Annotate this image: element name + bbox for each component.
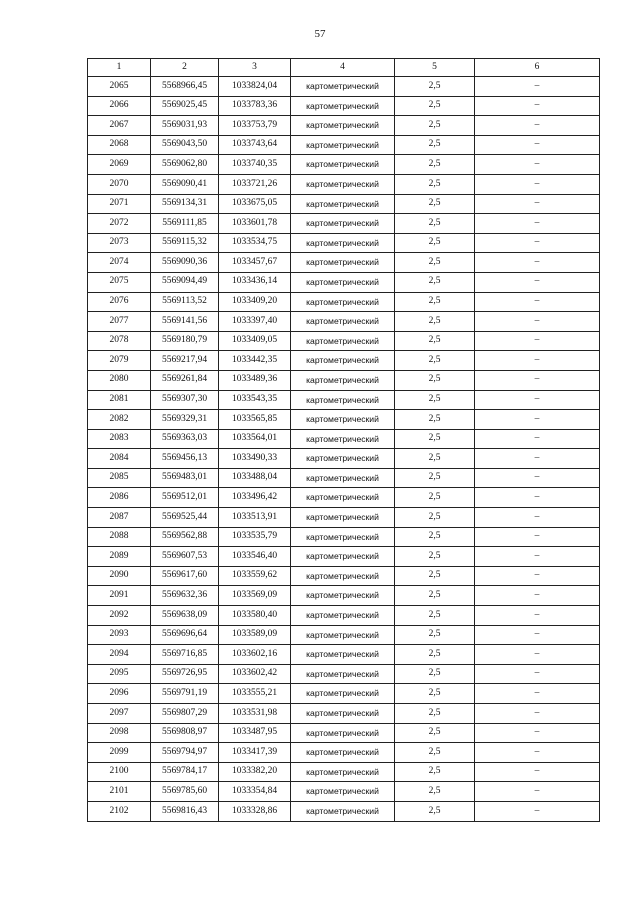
accuracy-cell: 2,5 <box>395 135 475 155</box>
method-cell: картометрический <box>291 488 395 508</box>
accuracy-cell: 2,5 <box>395 429 475 449</box>
table-row <box>88 96 600 116</box>
point-number-cell: 2101 <box>88 782 151 802</box>
accuracy-cell: 2,5 <box>395 743 475 763</box>
note-cell: – <box>475 351 600 371</box>
method-cell: картометрический <box>291 547 395 567</box>
y-coordinate-cell: 1033743,64 <box>219 135 291 155</box>
table-row <box>88 664 600 684</box>
table-row <box>88 606 600 626</box>
y-coordinate-cell: 1033417,39 <box>219 743 291 763</box>
point-number-cell: 2087 <box>88 508 151 528</box>
method-cell: картометрический <box>291 508 395 528</box>
table-row <box>88 331 600 351</box>
y-coordinate-cell: 1033546,40 <box>219 547 291 567</box>
point-number-cell: 2099 <box>88 743 151 763</box>
accuracy-cell: 2,5 <box>395 174 475 194</box>
y-coordinate-cell: 1033488,04 <box>219 468 291 488</box>
y-coordinate-cell: 1033569,09 <box>219 586 291 606</box>
point-number-cell: 2102 <box>88 801 151 821</box>
y-coordinate-cell: 1033580,40 <box>219 606 291 626</box>
table-row <box>88 429 600 449</box>
accuracy-cell: 2,5 <box>395 77 475 97</box>
x-coordinate-cell: 5569607,53 <box>151 547 219 567</box>
method-cell: картометрический <box>291 312 395 332</box>
table-row <box>88 77 600 97</box>
point-number-cell: 2088 <box>88 527 151 547</box>
note-cell: – <box>475 331 600 351</box>
note-cell: – <box>475 664 600 684</box>
point-number-cell: 2098 <box>88 723 151 743</box>
x-coordinate-cell: 5569134,31 <box>151 194 219 214</box>
x-coordinate-cell: 5569180,79 <box>151 331 219 351</box>
table-row <box>88 214 600 234</box>
table-row <box>88 547 600 567</box>
point-number-cell: 2089 <box>88 547 151 567</box>
note-cell: – <box>475 390 600 410</box>
column-header: 6 <box>475 59 600 77</box>
x-coordinate-cell: 5569638,09 <box>151 606 219 626</box>
note-cell: – <box>475 253 600 273</box>
x-coordinate-cell: 5569141,56 <box>151 312 219 332</box>
x-coordinate-cell: 5569562,88 <box>151 527 219 547</box>
x-coordinate-cell: 5569483,01 <box>151 468 219 488</box>
method-cell: картометрический <box>291 410 395 430</box>
method-cell: картометрический <box>291 214 395 234</box>
table-row <box>88 312 600 332</box>
y-coordinate-cell: 1033436,14 <box>219 272 291 292</box>
column-header: 2 <box>151 59 219 77</box>
table-row <box>88 292 600 312</box>
point-number-cell: 2067 <box>88 116 151 136</box>
y-coordinate-cell: 1033513,91 <box>219 508 291 528</box>
method-cell: картометрический <box>291 723 395 743</box>
column-header: 1 <box>88 59 151 77</box>
table-row <box>88 272 600 292</box>
table-row <box>88 194 600 214</box>
accuracy-cell: 2,5 <box>395 468 475 488</box>
point-number-cell: 2092 <box>88 606 151 626</box>
y-coordinate-cell: 1033489,36 <box>219 370 291 390</box>
table-row <box>88 782 600 802</box>
accuracy-cell: 2,5 <box>395 664 475 684</box>
method-cell: картометрический <box>291 429 395 449</box>
table-row <box>88 704 600 724</box>
accuracy-cell: 2,5 <box>395 801 475 821</box>
note-cell: – <box>475 508 600 528</box>
table-row <box>88 586 600 606</box>
x-coordinate-cell: 5569113,52 <box>151 292 219 312</box>
y-coordinate-cell: 1033753,79 <box>219 116 291 136</box>
method-cell: картометрический <box>291 743 395 763</box>
y-coordinate-cell: 1033565,85 <box>219 410 291 430</box>
note-cell: – <box>475 801 600 821</box>
y-coordinate-cell: 1033409,20 <box>219 292 291 312</box>
method-cell: картометрический <box>291 468 395 488</box>
accuracy-cell: 2,5 <box>395 586 475 606</box>
y-coordinate-cell: 1033555,21 <box>219 684 291 704</box>
y-coordinate-cell: 1033354,84 <box>219 782 291 802</box>
page-number: 57 <box>314 28 326 40</box>
x-coordinate-cell: 5569115,32 <box>151 233 219 253</box>
x-coordinate-cell: 5569617,60 <box>151 566 219 586</box>
accuracy-cell: 2,5 <box>395 488 475 508</box>
y-coordinate-cell: 1033442,35 <box>219 351 291 371</box>
accuracy-cell: 2,5 <box>395 410 475 430</box>
method-cell: картометрический <box>291 390 395 410</box>
x-coordinate-cell: 5569090,41 <box>151 174 219 194</box>
table-row <box>88 253 600 273</box>
x-coordinate-cell: 5569512,01 <box>151 488 219 508</box>
method-cell: картометрический <box>291 664 395 684</box>
x-coordinate-cell: 5569726,95 <box>151 664 219 684</box>
table-row <box>88 410 600 430</box>
method-cell: картометрический <box>291 155 395 175</box>
y-coordinate-cell: 1033490,33 <box>219 449 291 469</box>
note-cell: – <box>475 96 600 116</box>
y-coordinate-cell: 1033601,78 <box>219 214 291 234</box>
accuracy-cell: 2,5 <box>395 233 475 253</box>
x-coordinate-cell: 5569808,97 <box>151 723 219 743</box>
accuracy-cell: 2,5 <box>395 723 475 743</box>
method-cell: картометрический <box>291 625 395 645</box>
x-coordinate-cell: 5569025,45 <box>151 96 219 116</box>
table-row <box>88 116 600 136</box>
x-coordinate-cell: 5569062,80 <box>151 155 219 175</box>
point-number-cell: 2066 <box>88 96 151 116</box>
x-coordinate-cell: 5569043,50 <box>151 135 219 155</box>
accuracy-cell: 2,5 <box>395 390 475 410</box>
method-cell: картометрический <box>291 233 395 253</box>
method-cell: картометрический <box>291 96 395 116</box>
note-cell: – <box>475 625 600 645</box>
column-header: 5 <box>395 59 475 77</box>
y-coordinate-cell: 1033534,75 <box>219 233 291 253</box>
note-cell: – <box>475 155 600 175</box>
table-row <box>88 488 600 508</box>
note-cell: – <box>475 527 600 547</box>
x-coordinate-cell: 5569632,36 <box>151 586 219 606</box>
point-number-cell: 2068 <box>88 135 151 155</box>
method-cell: картометрический <box>291 331 395 351</box>
method-cell: картометрический <box>291 116 395 136</box>
note-cell: – <box>475 292 600 312</box>
note-cell: – <box>475 743 600 763</box>
table-row <box>88 684 600 704</box>
coordinates-table <box>87 58 600 822</box>
x-coordinate-cell: 5569456,13 <box>151 449 219 469</box>
table-row <box>88 174 600 194</box>
x-coordinate-cell: 5569090,36 <box>151 253 219 273</box>
note-cell: – <box>475 782 600 802</box>
x-coordinate-cell: 5568966,45 <box>151 77 219 97</box>
x-coordinate-cell: 5569791,19 <box>151 684 219 704</box>
accuracy-cell: 2,5 <box>395 527 475 547</box>
accuracy-cell: 2,5 <box>395 645 475 665</box>
note-cell: – <box>475 586 600 606</box>
y-coordinate-cell: 1033721,26 <box>219 174 291 194</box>
table-body <box>88 59 600 822</box>
point-number-cell: 2090 <box>88 566 151 586</box>
point-number-cell: 2080 <box>88 370 151 390</box>
method-cell: картометрический <box>291 586 395 606</box>
x-coordinate-cell: 5569111,85 <box>151 214 219 234</box>
x-coordinate-cell: 5569363,03 <box>151 429 219 449</box>
method-cell: картометрический <box>291 174 395 194</box>
method-cell: картометрический <box>291 684 395 704</box>
x-coordinate-cell: 5569525,44 <box>151 508 219 528</box>
point-number-cell: 2094 <box>88 645 151 665</box>
y-coordinate-cell: 1033409,05 <box>219 331 291 351</box>
method-cell: картометрический <box>291 370 395 390</box>
point-number-cell: 2081 <box>88 390 151 410</box>
y-coordinate-cell: 1033457,67 <box>219 253 291 273</box>
accuracy-cell: 2,5 <box>395 508 475 528</box>
accuracy-cell: 2,5 <box>395 272 475 292</box>
method-cell: картометрический <box>291 449 395 469</box>
method-cell: картометрический <box>291 762 395 782</box>
x-coordinate-cell: 5569261,84 <box>151 370 219 390</box>
point-number-cell: 2070 <box>88 174 151 194</box>
note-cell: – <box>475 116 600 136</box>
accuracy-cell: 2,5 <box>395 292 475 312</box>
note-cell: – <box>475 272 600 292</box>
point-number-cell: 2100 <box>88 762 151 782</box>
method-cell: картометрический <box>291 292 395 312</box>
y-coordinate-cell: 1033783,36 <box>219 96 291 116</box>
point-number-cell: 2075 <box>88 272 151 292</box>
table-row <box>88 233 600 253</box>
accuracy-cell: 2,5 <box>395 566 475 586</box>
note-cell: – <box>475 135 600 155</box>
y-coordinate-cell: 1033740,35 <box>219 155 291 175</box>
accuracy-cell: 2,5 <box>395 684 475 704</box>
accuracy-cell: 2,5 <box>395 762 475 782</box>
point-number-cell: 2071 <box>88 194 151 214</box>
table-row <box>88 468 600 488</box>
note-cell: – <box>475 547 600 567</box>
table-row <box>88 566 600 586</box>
point-number-cell: 2084 <box>88 449 151 469</box>
table-row <box>88 625 600 645</box>
method-cell: картометрический <box>291 566 395 586</box>
x-coordinate-cell: 5569784,17 <box>151 762 219 782</box>
point-number-cell: 2078 <box>88 331 151 351</box>
note-cell: – <box>475 684 600 704</box>
note-cell: – <box>475 312 600 332</box>
table-row <box>88 645 600 665</box>
x-coordinate-cell: 5569696,64 <box>151 625 219 645</box>
x-coordinate-cell: 5569807,29 <box>151 704 219 724</box>
point-number-cell: 2077 <box>88 312 151 332</box>
table-row <box>88 390 600 410</box>
point-number-cell: 2079 <box>88 351 151 371</box>
y-coordinate-cell: 1033496,42 <box>219 488 291 508</box>
method-cell: картометрический <box>291 135 395 155</box>
table-row <box>88 743 600 763</box>
table-row <box>88 762 600 782</box>
point-number-cell: 2096 <box>88 684 151 704</box>
y-coordinate-cell: 1033487,95 <box>219 723 291 743</box>
note-cell: – <box>475 410 600 430</box>
y-coordinate-cell: 1033397,40 <box>219 312 291 332</box>
y-coordinate-cell: 1033535,79 <box>219 527 291 547</box>
point-number-cell: 2065 <box>88 77 151 97</box>
accuracy-cell: 2,5 <box>395 782 475 802</box>
y-coordinate-cell: 1033602,42 <box>219 664 291 684</box>
method-cell: картометрический <box>291 272 395 292</box>
accuracy-cell: 2,5 <box>395 331 475 351</box>
accuracy-cell: 2,5 <box>395 547 475 567</box>
accuracy-cell: 2,5 <box>395 312 475 332</box>
note-cell: – <box>475 606 600 626</box>
accuracy-cell: 2,5 <box>395 449 475 469</box>
x-coordinate-cell: 5569816,43 <box>151 801 219 821</box>
point-number-cell: 2085 <box>88 468 151 488</box>
point-number-cell: 2073 <box>88 233 151 253</box>
note-cell: – <box>475 762 600 782</box>
accuracy-cell: 2,5 <box>395 606 475 626</box>
point-number-cell: 2093 <box>88 625 151 645</box>
point-number-cell: 2074 <box>88 253 151 273</box>
accuracy-cell: 2,5 <box>395 370 475 390</box>
column-header: 4 <box>291 59 395 77</box>
x-coordinate-cell: 5569716,85 <box>151 645 219 665</box>
accuracy-cell: 2,5 <box>395 625 475 645</box>
y-coordinate-cell: 1033824,04 <box>219 77 291 97</box>
table-row <box>88 723 600 743</box>
accuracy-cell: 2,5 <box>395 214 475 234</box>
x-coordinate-cell: 5569031,93 <box>151 116 219 136</box>
accuracy-cell: 2,5 <box>395 351 475 371</box>
table-row <box>88 801 600 821</box>
point-number-cell: 2086 <box>88 488 151 508</box>
y-coordinate-cell: 1033602,16 <box>219 645 291 665</box>
column-header: 3 <box>219 59 291 77</box>
method-cell: картометрический <box>291 77 395 97</box>
y-coordinate-cell: 1033382,20 <box>219 762 291 782</box>
point-number-cell: 2095 <box>88 664 151 684</box>
table-row <box>88 155 600 175</box>
note-cell: – <box>475 566 600 586</box>
point-number-cell: 2069 <box>88 155 151 175</box>
method-cell: картометрический <box>291 704 395 724</box>
method-cell: картометрический <box>291 194 395 214</box>
note-cell: – <box>475 174 600 194</box>
x-coordinate-cell: 5569217,94 <box>151 351 219 371</box>
note-cell: – <box>475 214 600 234</box>
note-cell: – <box>475 233 600 253</box>
y-coordinate-cell: 1033531,98 <box>219 704 291 724</box>
method-cell: картометрический <box>291 527 395 547</box>
point-number-cell: 2097 <box>88 704 151 724</box>
note-cell: – <box>475 704 600 724</box>
y-coordinate-cell: 1033328,86 <box>219 801 291 821</box>
accuracy-cell: 2,5 <box>395 253 475 273</box>
y-coordinate-cell: 1033564,01 <box>219 429 291 449</box>
method-cell: картометрический <box>291 782 395 802</box>
table-row <box>88 508 600 528</box>
method-cell: картометрический <box>291 351 395 371</box>
y-coordinate-cell: 1033543,35 <box>219 390 291 410</box>
point-number-cell: 2072 <box>88 214 151 234</box>
point-number-cell: 2091 <box>88 586 151 606</box>
point-number-cell: 2082 <box>88 410 151 430</box>
note-cell: – <box>475 77 600 97</box>
method-cell: картометрический <box>291 645 395 665</box>
x-coordinate-cell: 5569307,30 <box>151 390 219 410</box>
method-cell: картометрический <box>291 801 395 821</box>
x-coordinate-cell: 5569794,97 <box>151 743 219 763</box>
accuracy-cell: 2,5 <box>395 704 475 724</box>
point-number-cell: 2083 <box>88 429 151 449</box>
x-coordinate-cell: 5569094,49 <box>151 272 219 292</box>
table-row <box>88 449 600 469</box>
note-cell: – <box>475 468 600 488</box>
table-row <box>88 351 600 371</box>
accuracy-cell: 2,5 <box>395 96 475 116</box>
y-coordinate-cell: 1033675,05 <box>219 194 291 214</box>
note-cell: – <box>475 488 600 508</box>
accuracy-cell: 2,5 <box>395 194 475 214</box>
note-cell: – <box>475 194 600 214</box>
method-cell: картометрический <box>291 606 395 626</box>
x-coordinate-cell: 5569785,60 <box>151 782 219 802</box>
accuracy-cell: 2,5 <box>395 116 475 136</box>
note-cell: – <box>475 645 600 665</box>
note-cell: – <box>475 449 600 469</box>
x-coordinate-cell: 5569329,31 <box>151 410 219 430</box>
table-row <box>88 370 600 390</box>
y-coordinate-cell: 1033559,62 <box>219 566 291 586</box>
accuracy-cell: 2,5 <box>395 155 475 175</box>
table-row <box>88 527 600 547</box>
note-cell: – <box>475 429 600 449</box>
y-coordinate-cell: 1033589,09 <box>219 625 291 645</box>
note-cell: – <box>475 370 600 390</box>
table-header-row <box>88 59 600 77</box>
point-number-cell: 2076 <box>88 292 151 312</box>
table-row <box>88 135 600 155</box>
note-cell: – <box>475 723 600 743</box>
method-cell: картометрический <box>291 253 395 273</box>
